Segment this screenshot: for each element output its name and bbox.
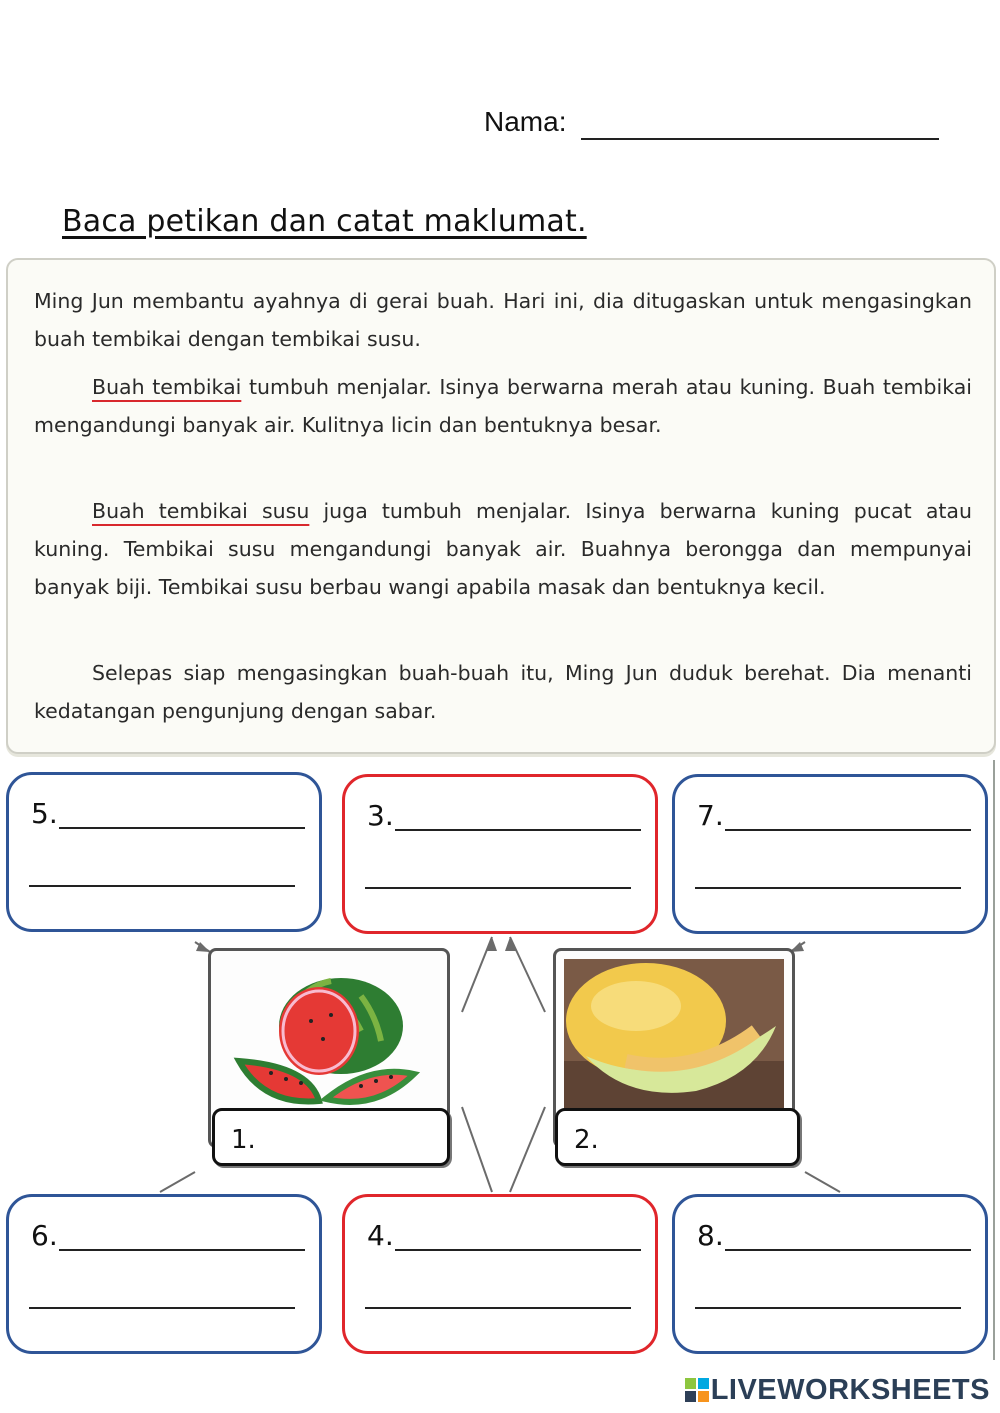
answer-line-6a[interactable] — [59, 1249, 305, 1251]
answer-line-8a[interactable] — [725, 1249, 971, 1251]
paragraph-3-text: juga tumbuh menjalar. Isinya berwarna kuning pucat atau kuning. Tembikai susu mengandungi banyak air. Buahnya berongga dan mempunyai banyak biji. Tembikai susu berbau wangi apabila masak dan bentuknya kecil. — [34, 499, 972, 599]
answer-line-3a[interactable] — [395, 829, 641, 831]
answer-line-5a[interactable] — [59, 827, 305, 829]
answer-box-5 — [6, 772, 322, 932]
answer-line-8b[interactable] — [695, 1307, 961, 1309]
liveworksheets-text: LIVEWORKSHEETS — [710, 1374, 990, 1406]
answer-number-5: 5. — [31, 797, 58, 830]
name-label: Nama: — [484, 106, 567, 137]
answer-box-3 — [342, 774, 658, 934]
reading-passage — [6, 258, 996, 754]
answer-line-7a[interactable] — [725, 829, 971, 831]
instruction-title: Baca petikan dan catat maklumat. — [62, 204, 587, 239]
fruit-label-1: 1. — [231, 1125, 256, 1155]
fruit-label-2: 2. — [574, 1125, 599, 1155]
answer-number-7: 7. — [697, 799, 724, 832]
answer-line-3b[interactable] — [365, 887, 631, 889]
answer-number-8: 8. — [697, 1219, 724, 1252]
answer-box-4 — [342, 1194, 658, 1354]
fruit-label-box-1[interactable] — [212, 1108, 450, 1166]
answer-box-6 — [6, 1194, 322, 1354]
answer-number-4: 4. — [367, 1219, 394, 1252]
answer-line-7b[interactable] — [695, 887, 961, 889]
name-input-line[interactable] — [581, 138, 939, 140]
passage-paragraph-2 — [34, 368, 972, 444]
answer-box-8 — [672, 1194, 988, 1354]
answer-line-6b[interactable] — [29, 1307, 295, 1309]
answer-box-7 — [672, 774, 988, 934]
passage-paragraph-1: Ming Jun membantu ayahnya di gerai buah. Hari ini, dia ditugaskan untuk mengasingkan buah tembikai dengan tembikai susu. — [34, 289, 972, 351]
answer-number-3: 3. — [367, 799, 394, 832]
answer-line-4b[interactable] — [365, 1307, 631, 1309]
answer-line-5b[interactable] — [29, 885, 295, 887]
answer-line-4a[interactable] — [395, 1249, 641, 1251]
liveworksheets-icon — [685, 1378, 709, 1402]
page-edge-line — [993, 760, 995, 1360]
highlight-buah-tembikai-susu: Buah tembikai susu — [92, 499, 310, 523]
paragraph-2-text: tumbuh menjalar. Isinya berwarna merah atau kuning. Buah tembikai mengandungi banyak air. Kulitnya licin dan bentuknya besar. — [34, 375, 972, 437]
passage-paragraph-4: Selepas siap mengasingkan buah-buah itu, Ming Jun duduk berehat. Dia menanti kedatangan pengunjung dengan sabar. — [34, 661, 972, 723]
liveworksheets-logo — [685, 1374, 990, 1407]
passage-paragraph-3 — [34, 492, 972, 606]
answer-number-6: 6. — [31, 1219, 58, 1252]
fruit-label-box-2[interactable] — [555, 1108, 800, 1166]
highlight-buah-tembikai: Buah tembikai — [92, 375, 242, 399]
